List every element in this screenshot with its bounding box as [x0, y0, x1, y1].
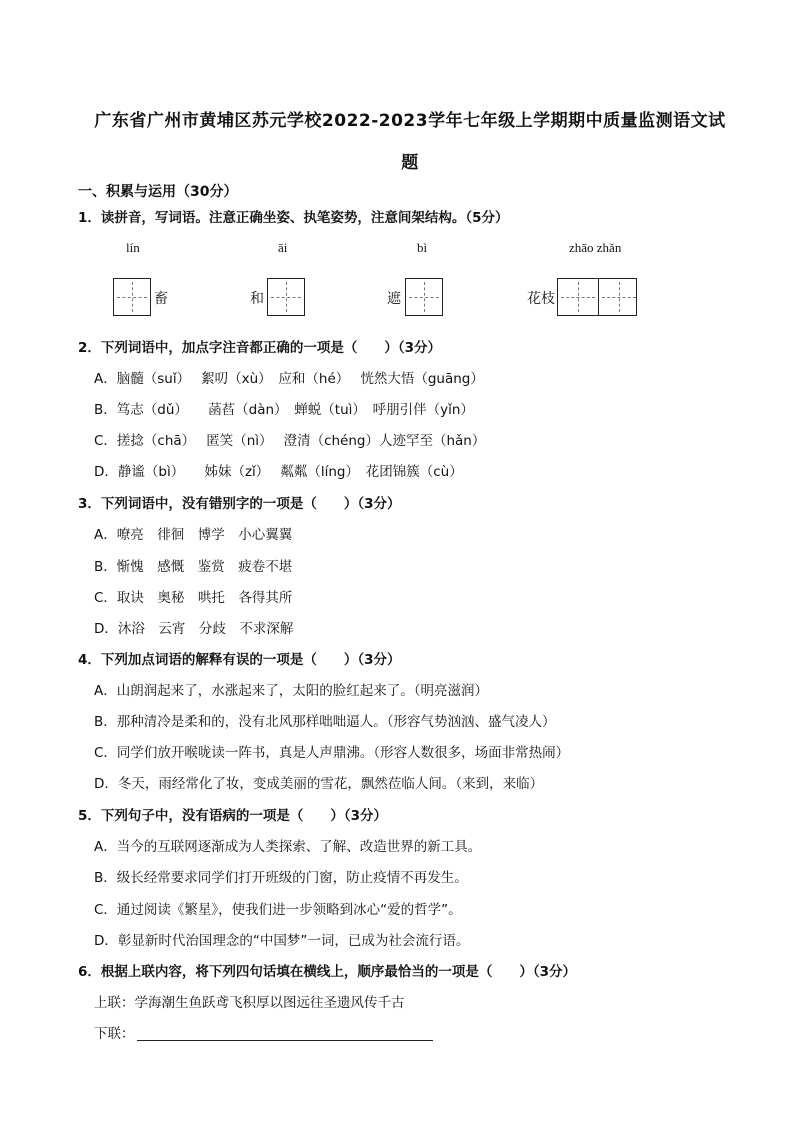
- answer-box-4[interactable]: [557, 278, 637, 316]
- question-5-option-b: B．级长经常要求同学们打开班级的门窗，防止疫情不再发生。: [94, 870, 468, 886]
- question-5-option-c: C．通过阅读《繁星》，使我们进一步领略到冰心“爱的哲学”。: [94, 902, 462, 918]
- question-3-option-d: D．沐浴 云宵 分歧 不求深解: [94, 621, 294, 637]
- question-2-stem: 2．下列词语中，加点字注音都正确的一项是（ ）（3分）: [78, 340, 442, 356]
- word-3-char: 遮: [387, 291, 401, 307]
- word-1-char: 畜: [154, 291, 168, 307]
- question-4-option-b: B．那种清冷是柔和的，没有北风那样咄咄逼人。（形容气势汹汹、盛气凌人）: [94, 714, 556, 730]
- answer-box-3[interactable]: [405, 278, 443, 316]
- question-4-option-d: D．冬天，雨经常化了妆，变成美丽的雪花，飘然莅临人间。（来到，来临）: [94, 776, 544, 792]
- couplet-answer-line[interactable]: [137, 1040, 433, 1041]
- question-2-option-a: A．脑髓（suǐ） 絮叨（xù） 应和（hé） 恍然大悟（guāng）: [94, 371, 484, 387]
- word-4-chars: 花枝: [527, 291, 555, 307]
- question-2-option-b: B．笃志（dǔ） 菡萏（dàn） 蝉蜕（tuì） 呼朋引伴（yǐn）: [94, 402, 474, 418]
- answer-box-2[interactable]: [267, 278, 305, 316]
- question-3-stem: 3．下列词语中，没有错别字的一项是（ ）（3分）: [78, 496, 401, 512]
- question-3-option-a: A．嘹亮 徘徊 博学 小心翼翼: [94, 527, 293, 543]
- couplet-lower-label: 下联：: [94, 1026, 135, 1042]
- exam-title-line1: 广东省广州市黄埔区苏元学校2022-2023学年七年级上学期期中质量监测语文试: [94, 111, 726, 131]
- question-5-option-d: D．彰显新时代治国理念的“中国梦”一词，已成为社会流行语。: [94, 933, 470, 949]
- question-5-option-a: A．当今的互联网逐渐成为人类探索、了解、改造世界的新工具。: [94, 839, 482, 855]
- question-5-stem: 5．下列句子中，没有语病的一项是（ ）（3分）: [78, 808, 388, 824]
- exam-title-line2: 题: [401, 153, 419, 173]
- pinyin-4: zhāo zhǎn: [569, 240, 622, 255]
- pinyin-1: lín: [126, 240, 140, 255]
- question-2-option-d: D．静谧（bì） 姊妹（zǐ） 粼粼（líng） 花团锦簇（cù）: [94, 464, 463, 480]
- question-2-option-c: C．搓捻（chā） 匿笑（nì） 澄清（chéng）人迹罕至（hǎn）: [94, 433, 486, 449]
- question-6-stem: 6．根据上联内容，将下列四句话填在横线上，顺序最恰当的一项是（ ）（3分）: [78, 964, 577, 980]
- pinyin-2: āi: [278, 240, 288, 255]
- question-3-option-c: C．取诀 奥秘 哄托 各得其所: [94, 590, 293, 606]
- word-2-char: 和: [250, 291, 264, 307]
- question-3-option-b: B．惭愧 感慨 鉴赏 疲卷不堪: [94, 559, 293, 575]
- question-4-option-c: C．同学们放开喉咙读一阵书，真是人声鼎沸。（形容人数很多，场面非常热闹）: [94, 745, 570, 761]
- couplet-upper: 上联：学海潮生鱼跃鸢飞积厚以图远往圣遗风传千古: [94, 995, 405, 1011]
- answer-box-1[interactable]: [113, 278, 151, 316]
- question-4-stem: 4．下列加点词语的解释有误的一项是（ ）（3分）: [78, 652, 401, 668]
- question-4-option-a: A．山朗润起来了，水涨起来了，太阳的脸红起来了。（明亮滋润）: [94, 683, 488, 699]
- section-heading: 一、积累与运用（30分）: [78, 184, 238, 200]
- question-1-stem: 1．读拼音，写词语。注意正确坐姿、执笔姿势，注意间架结构。（5分）: [78, 210, 509, 226]
- pinyin-3: bì: [417, 240, 428, 255]
